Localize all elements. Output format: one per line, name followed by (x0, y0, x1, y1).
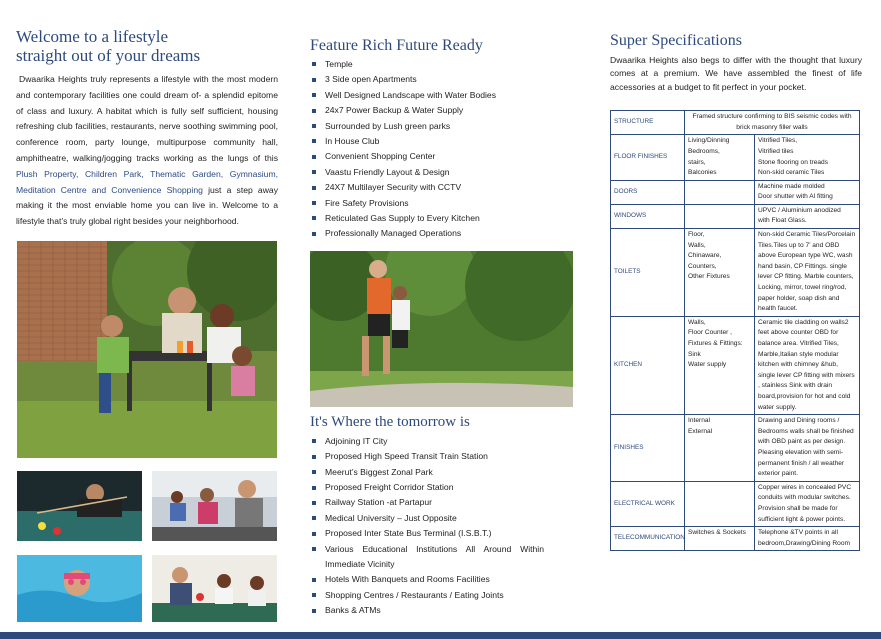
table-tennis-photo (152, 555, 277, 622)
location-advantage-item: Shopping Centres / Restaurants / Eating Joints (310, 588, 544, 603)
spec-detail: Non-skid Ceramic Tiles/Porcelain Tiles.Tiles up to 7’ and OBD above European type WC, wash hand basin, CP Fittings. single lever CP fitting. Marble counters, Locking, mirror, towel ring/rod, paper holder, soap dish and health faucet. (755, 229, 860, 317)
spec-name: STRUCTURE (611, 111, 685, 135)
feature-item: Temple (310, 57, 578, 72)
gym-photo (152, 471, 277, 541)
location-advantage-item: Hotels With Banquets and Rooms Facilities (310, 572, 544, 587)
specs-column (610, 0, 862, 551)
spec-detail: UPVC / Aluminium anodized with Float Glass. (755, 204, 860, 228)
welcome-paragraph (16, 72, 278, 230)
features-list (310, 57, 578, 242)
spec-row (611, 135, 860, 180)
spec-detail: Ceramic tile cladding on walls2 feet above counter OBD for balance area. Vitrified Tiles, Marble,Italian style modular kitchen with chimney &hub, single lever CP fitting with mixers , stainless Sink with drain board,provision for hot and cold water supply. (755, 316, 860, 414)
specs-intro: Dwaarika Heights also begs to differ with the thought that luxury comes at a premium. We have assembled the finest of life accessories at a budget to fit perfect in your pocket. (610, 54, 862, 92)
spec-name: FINISHES (611, 415, 685, 482)
feature-item: 3 Side open Apartments (310, 72, 578, 87)
spec-name: WINDOWS (611, 204, 685, 228)
feature-item: 24x7 Power Backup & Water Supply (310, 103, 578, 118)
location-advantage-item: Proposed High Speed Transit Train Station (310, 449, 544, 464)
spec-row (611, 204, 860, 228)
feature-item: In House Club (310, 134, 578, 149)
location-advantage-item: Proposed Freight Corridor Station (310, 480, 544, 495)
location-advantage-item: Medical University – Just Opposite (310, 511, 544, 526)
spec-area (685, 180, 755, 204)
location-advantage-item: Banks & ATMs (310, 603, 544, 618)
spec-area: Floor, Walls, Chinaware, Counters, Other Fixtures (685, 229, 755, 317)
spec-row (611, 316, 860, 414)
welcome-para-part2: just a step away making it the most enviable home you can live in. Welcome to a lifestyle that’s truly global right besides your neighborhood. (16, 184, 278, 227)
specs-title: Super Specifications (610, 32, 742, 49)
spec-detail: Telephone &TV points in all bedroom,Drawing/Dining Room (755, 527, 860, 551)
welcome-para-part1: Dwaarika Heights truly represents a lifestyle with the most modern and contemporary facilities one could dream of- a splendid epitome of class and luxury. A habitat which is fully self sufficient, housing refreshing club facilities, restaurants, nerve soothing swimming pool, conference room, party lounge, multipurpose community hall, amphitheatre, walking/jogging tracks working as the lungs of this (16, 74, 278, 164)
location-advantage-item: Railway Station -at Partapur (310, 495, 544, 510)
feature-item: Well Designed Landscape with Water Bodies (310, 88, 578, 103)
feature-item: Professionally Managed Operations (310, 226, 578, 241)
feature-item: Reticulated Gas Supply to Every Kitchen (310, 211, 578, 226)
spec-row (611, 415, 860, 482)
tomorrow-list (310, 434, 544, 619)
location-advantage-item: Various Educational Institutions All Around Within Immediate Vicinity (310, 542, 544, 573)
bottom-bar (0, 632, 881, 639)
spec-area: Walls, Floor Counter , Fixtures & Fittings: Sink Water supply (685, 316, 755, 414)
spec-detail: Machine made molded Door shutter with Al fitting (755, 180, 860, 204)
location-advantage-item: Proposed Inter State Bus Terminal (I.S.B.T.) (310, 526, 544, 541)
tomorrow-title: It's Where the tomorrow is (310, 414, 470, 430)
spec-row (611, 111, 860, 135)
location-advantage-item: Adjoining IT City (310, 434, 544, 449)
swimming-photo (17, 555, 142, 622)
feature-item: Fire Safety Provisions (310, 196, 578, 211)
spec-area: Switches & Sockets (685, 527, 755, 551)
feature-item: 24X7 Multilayer Security with CCTV (310, 180, 578, 195)
spec-name: ELECTRICAL WORK (611, 481, 685, 526)
spec-area (685, 481, 755, 526)
welcome-title-line1: Welcome to a lifestyle (16, 27, 169, 46)
spec-name: DOORS (611, 180, 685, 204)
welcome-para-highlight: Plush Property, Children Park, Thematic Garden, Gymnasium, Meditation Centre and Convenience Shopping (16, 168, 278, 195)
spec-detail: Drawing and Dining rooms / Bedrooms walls shall be finished with OBD paint as per design. Pleasing elevation with semi-permanent finish / all weather exterior paint. (755, 415, 860, 482)
spec-detail: Copper wires in concealed PVC conduits with modular switches. Provision shall be made for sufficient light & power points. (755, 481, 860, 526)
features-title: Feature Rich Future Ready (310, 37, 483, 54)
welcome-title-line2: straight out of your dreams (16, 46, 201, 66)
location-advantage-item: Meerut’s Biggest Zonal Park (310, 465, 544, 480)
spec-name: KITCHEN (611, 316, 685, 414)
spec-row (611, 481, 860, 526)
spec-area: Internal External (685, 415, 755, 482)
spec-area: Living/Dinning Bedrooms, stairs, Balconies (685, 135, 755, 180)
feature-item: Convenient Shopping Center (310, 149, 578, 164)
family-dining-photo (17, 241, 277, 458)
spec-name: FLOOR FINISHES (611, 135, 685, 180)
welcome-column (16, 0, 278, 230)
jogging-photo (310, 251, 573, 407)
spec-name: TOILETS (611, 229, 685, 317)
spec-row (611, 527, 860, 551)
spec-name: TELECOMMUNICATION (611, 527, 685, 551)
spec-detail: Framed structure confirming to BIS seismic codes with brick masonry filler walls (685, 111, 860, 135)
features-column (310, 0, 578, 242)
spec-detail: Vitrified Tiles, Vitrified tiles Stone flooring on treads Non-skid ceramic Tiles (755, 135, 860, 180)
feature-item: Surrounded by Lush green parks (310, 119, 578, 134)
tomorrow-column (310, 414, 544, 619)
spec-row (611, 229, 860, 317)
billiards-photo (17, 471, 142, 541)
spec-area (685, 204, 755, 228)
specifications-table (610, 110, 860, 551)
welcome-title (16, 27, 278, 65)
spec-row (611, 180, 860, 204)
feature-item: Vaastu Friendly Layout & Design (310, 165, 578, 180)
